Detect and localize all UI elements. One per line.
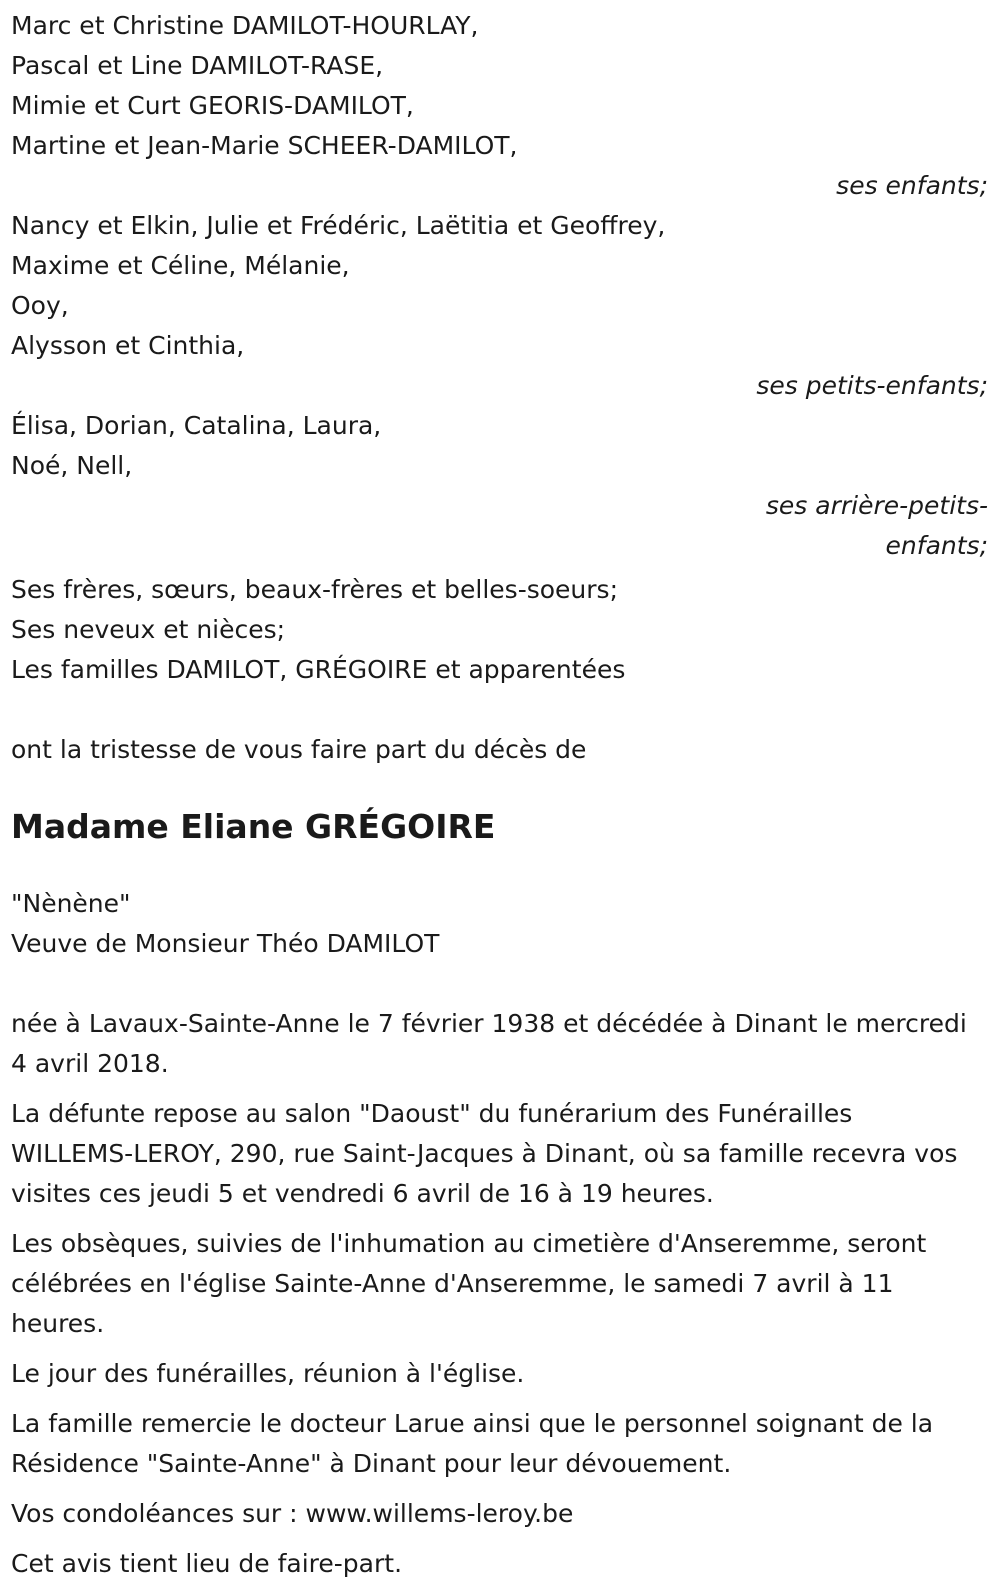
family-line: Élisa, Dorian, Catalina, Laura, [11,411,382,440]
family-line: Noé, Nell, [11,451,133,480]
meeting-paragraph: Le jour des funérailles, réunion à l'église. [11,1359,525,1388]
role-grandchildren: ses petits-enfants; [756,371,988,400]
birth-death-paragraph: née à Lavaux-Sainte-Anne le 7 février 1938 et décédée à Dinant le mercredi 4 avril 2018. [11,1009,967,1078]
visitation-paragraph: La défunte repose au salon "Daoust" du funérarium des Funérailles WILLEMS-LEROY, 290, rue Saint-Jacques à Dinant, où sa famille recevra vos visites ces jeudi 5 et vendredi 6 avril de 16 à 19 heures. [11,1099,958,1208]
family-line: Nancy et Elkin, Julie et Frédéric, Laëtitia et Geoffrey, [11,211,666,240]
family-line: Martine et Jean-Marie SCHEER-DAMILOT, [11,131,518,160]
family-line: Maxime et Céline, Mélanie, [11,251,350,280]
role-children: ses enfants; [836,171,988,200]
funeral-paragraph: Les obsèques, suivies de l'inhumation au cimetière d'Anseremme, seront célébrées en l'église Sainte-Anne d'Anseremme, le samedi 7 avril à 11 heures. [11,1229,927,1338]
announcement-text: ont la tristesse de vous faire part du décès de [11,735,587,764]
deceased-name: Madame Eliane GRÉGOIRE [11,807,496,846]
family-line: Marc et Christine DAMILOT-HOURLAY, [11,11,479,40]
deceased-nickname: "Nènène" [11,889,131,918]
notice-paragraph: Cet avis tient lieu de faire-part. [11,1549,403,1578]
role-great-grandchildren: ses arrière-petits- [765,491,988,520]
family-line: Les familles DAMILOT, GRÉGOIRE et apparentées [11,655,626,684]
role-great-grandchildren-cont: enfants; [885,531,988,560]
family-line: Ses frères, sœurs, beaux-frères et belles-soeurs; [11,575,618,604]
extended-family [11,570,990,690]
family-line: Pascal et Line DAMILOT-RASE, [11,51,384,80]
family-line: Mimie et Curt GEORIS-DAMILOT, [11,91,414,120]
grandchildren-list [11,206,990,406]
family-line: Ooy, [11,291,69,320]
family-line: Ses neveux et nièces; [11,615,286,644]
widow-of: Veuve de Monsieur Théo DAMILOT [11,929,440,958]
family-line: Alysson et Cinthia, [11,331,245,360]
children-list [11,6,990,206]
great-grandchildren-list [11,406,990,566]
condolences-paragraph: Vos condoléances sur : www.willems-leroy.be [11,1499,574,1528]
thanks-paragraph: La famille remercie le docteur Larue ainsi que le personnel soignant de la Résidence "Sainte-Anne" à Dinant pour leur dévouement. [11,1409,934,1478]
